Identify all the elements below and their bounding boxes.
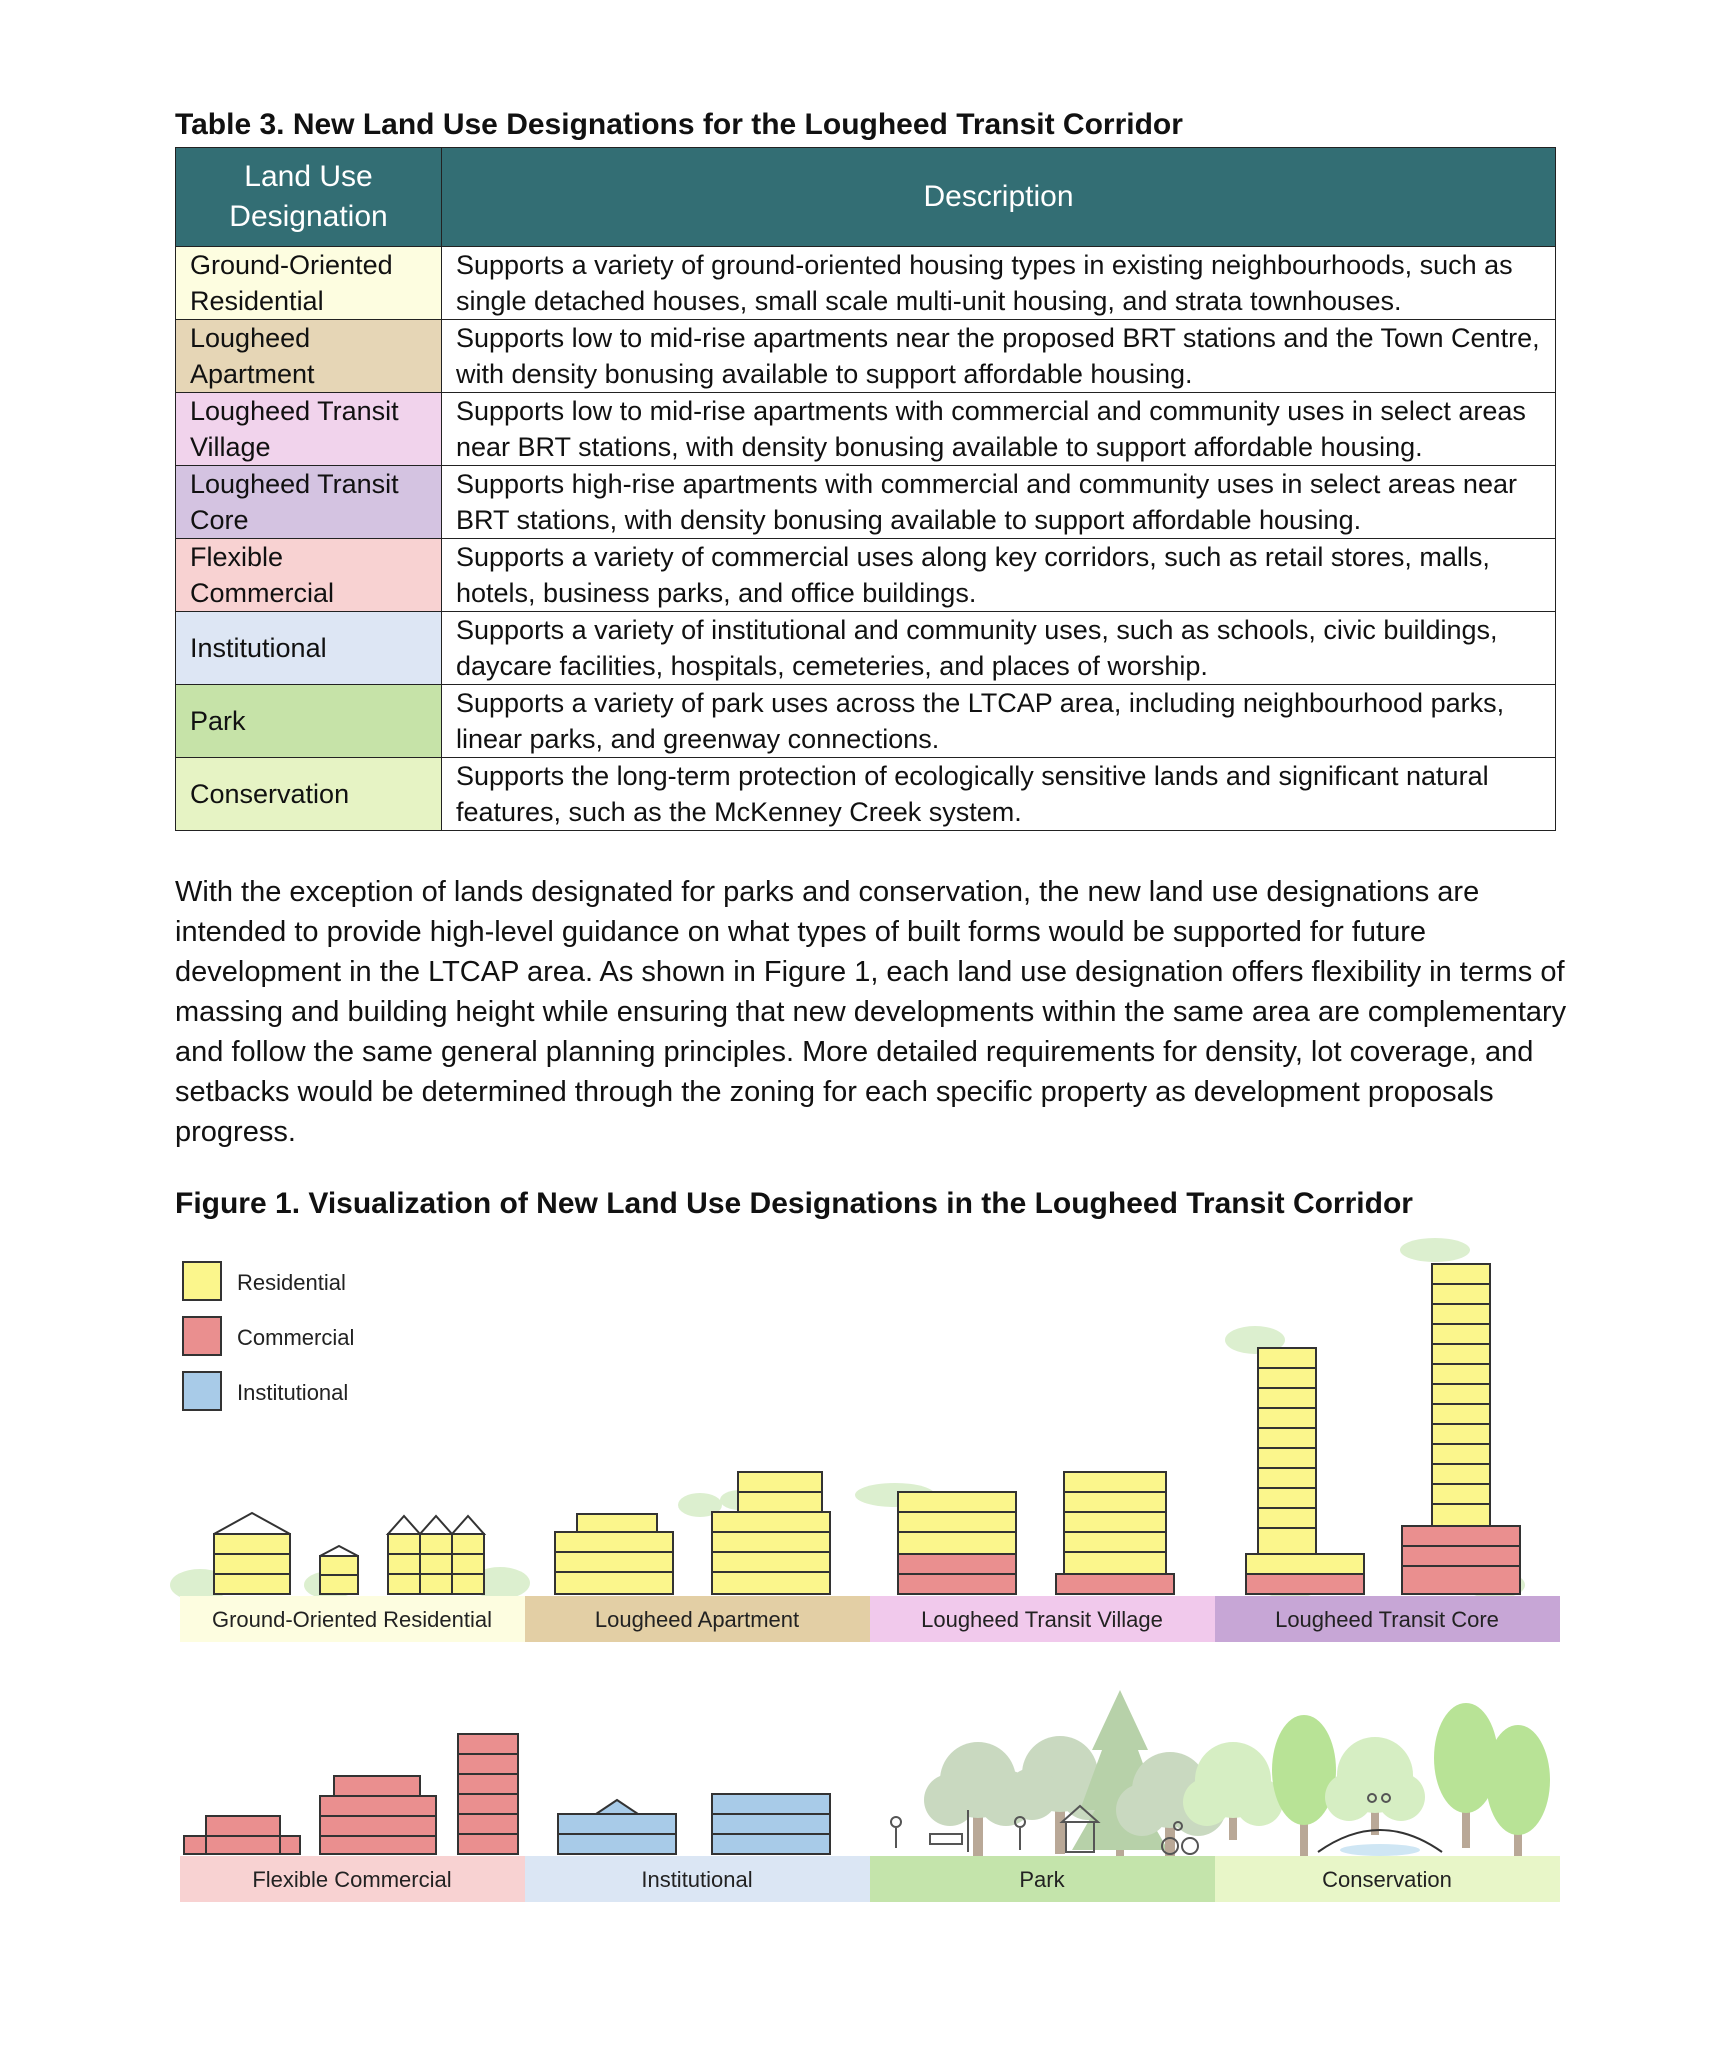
designation-cell: Lougheed Transit Village — [176, 393, 442, 466]
designation-cell: Conservation — [176, 758, 442, 831]
row2-band — [180, 1856, 1560, 1902]
legend-label-residential: Residential — [237, 1270, 346, 1295]
apartment-buildings — [555, 1472, 830, 1594]
designation-cell: Lougheed Transit Core — [176, 466, 442, 539]
band-label-lougheed-apartment: Lougheed Apartment — [594, 1607, 800, 1632]
description-cell: Supports a variety of commercial uses along key corridors, such as retail stores, malls, hotels, business parks, and office buildings. — [442, 539, 1556, 612]
description-cell: Supports a variety of institutional and community uses, such as schools, civic buildings, daycare facilities, hospitals, cemeteries, and places of worship. — [442, 612, 1556, 685]
body-paragraph: With the exception of lands designated for parks and conservation, the new land use designations are intended to provide high-level guidance on what types of built forms would be supported for future development in the LTCAP area. As shown in Figure 1, each land use designation offers flexibility in terms of massing and building height while ensuring that new developments within the same area are complementary and follow the same general planning principles. More detailed requirements for density, lot coverage, and setbacks would be determined through the zoning for each specific property as development proposals progress. — [175, 876, 1567, 1148]
conservation-scene — [1183, 1703, 1550, 1870]
row1-band — [180, 1596, 1560, 1642]
ground-oriented-buildings — [214, 1513, 484, 1594]
band-label-transit-core: Lougheed Transit Core — [1275, 1607, 1499, 1632]
figure-title: Figure 1. Visualization of New Land Use Designations in the Lougheed Transit Corridor — [175, 1187, 1413, 1220]
transit-core-buildings — [1246, 1264, 1520, 1594]
designation-cell: Park — [176, 685, 442, 758]
band-label-flexible-commercial: Flexible Commercial — [252, 1867, 452, 1892]
transit-village-buildings — [898, 1472, 1174, 1594]
flexible-commercial-buildings — [184, 1734, 518, 1854]
legend-swatch-commercial — [183, 1317, 221, 1355]
legend-label-commercial: Commercial — [237, 1325, 355, 1350]
description-cell: Supports a variety of park uses across the LTCAP area, including neighbourhood parks, linear parks, and greenway connections. — [442, 685, 1556, 758]
designation-cell: Lougheed Apartment — [176, 320, 442, 393]
band-label-park: Park — [1019, 1867, 1065, 1892]
legend-swatch-residential — [183, 1262, 221, 1300]
legend-swatch-institutional — [183, 1372, 221, 1410]
description-cell: Supports a variety of ground-oriented housing types in existing neighbourhoods, such as single detached houses, small scale multi-unit housing, and strata townhouses. — [442, 247, 1556, 320]
institutional-buildings — [558, 1794, 830, 1854]
row1-greenery — [170, 1238, 1525, 1601]
legend-label-institutional: Institutional — [237, 1380, 349, 1405]
designation-cell: Institutional — [176, 612, 442, 685]
header-designation: Land Use Designation — [176, 148, 442, 247]
band-label-transit-village: Lougheed Transit Village — [921, 1607, 1163, 1632]
header-description: Description — [442, 148, 1556, 247]
designation-cell: Ground-Oriented Residential — [176, 247, 442, 320]
park-scene — [891, 1690, 1226, 1870]
band-label-institutional: Institutional — [641, 1867, 753, 1892]
band-label-ground-oriented: Ground-Oriented Residential — [211, 1607, 493, 1632]
table-title: Table 3. New Land Use Designations for the Lougheed Transit Corridor — [175, 108, 1183, 141]
description-cell: Supports the long-term protection of ecologically sensitive lands and significant natural features, such as the McKenney Creek system. — [442, 758, 1556, 831]
legend — [183, 1262, 354, 1410]
description-cell: Supports low to mid-rise apartments near the proposed BRT stations and the Town Centre, with density bonusing available to support affordable housing. — [442, 320, 1556, 393]
band-label-conservation: Conservation — [1322, 1867, 1452, 1892]
description-cell: Supports high-rise apartments with commercial and community uses in select areas near BRT stations, with density bonusing available to support affordable housing. — [442, 466, 1556, 539]
designation-cell: Flexible Commercial — [176, 539, 442, 612]
description-cell: Supports low to mid-rise apartments with commercial and community uses in select areas near BRT stations, with density bonusing available to support affordable housing. — [442, 393, 1556, 466]
